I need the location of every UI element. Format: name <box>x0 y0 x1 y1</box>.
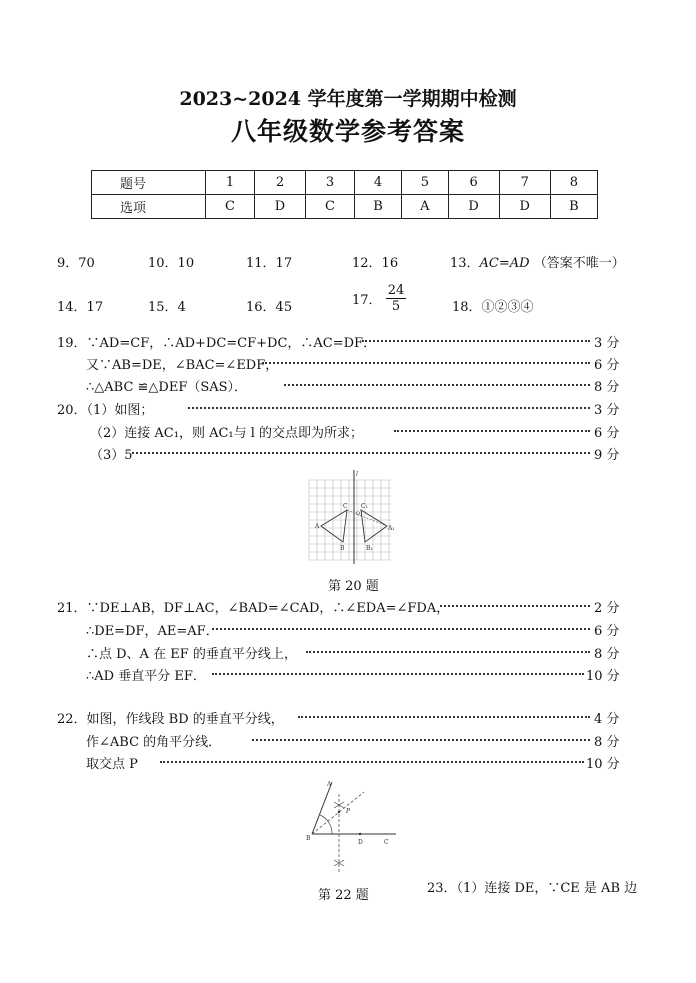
svg-text:C: C <box>343 503 348 510</box>
choice-answer-table <box>91 170 598 219</box>
svg-text:A₁: A₁ <box>388 525 395 532</box>
table-cell: 5 <box>402 171 448 195</box>
answer-q10: 10．10 <box>148 256 195 271</box>
answer-q13-note: （答案不唯一） <box>533 256 625 271</box>
q20-score-2: 6 分 <box>594 426 620 441</box>
svg-text:l: l <box>356 471 358 478</box>
q21-score-4: 10 分 <box>586 669 620 684</box>
leader-dots <box>306 651 590 653</box>
q19-score-3: 8 分 <box>594 380 620 395</box>
svg-text:C₁: C₁ <box>361 503 368 510</box>
fraction-numerator: 24 <box>387 283 405 298</box>
q21-line-4: ∴AD 垂直平分 EF． <box>86 669 206 684</box>
table-cell: 7 <box>499 171 550 195</box>
svg-text:A: A <box>327 781 332 788</box>
figure-22-caption: 第 22 题 <box>318 888 369 903</box>
q20-score-1: 3 分 <box>594 403 620 418</box>
q23-line-1: 23．（1）连接 DE，∵CE 是 AB 边 <box>427 881 638 896</box>
fraction-denominator: 5 <box>391 299 401 314</box>
answer-q16: 16．45 <box>246 300 293 315</box>
q21-line-2: ∴DE=DF，AE=AF． <box>86 624 219 639</box>
doc-subtitle: 八年级数学参考答案 <box>230 117 465 146</box>
table-cell: D <box>448 195 499 219</box>
leader-dots <box>362 340 590 342</box>
svg-text:Q: Q <box>356 511 361 517</box>
answer-q17 <box>352 283 406 314</box>
table-cell: D <box>254 195 305 219</box>
leader-dots <box>132 452 590 454</box>
svg-text:B: B <box>306 835 311 842</box>
table-cell: 6 <box>448 171 499 195</box>
svg-text:C: C <box>384 839 389 846</box>
q21-score-3: 8 分 <box>594 647 620 662</box>
q19-score-1: 3 分 <box>594 336 620 351</box>
leader-dots <box>262 362 590 364</box>
table-cell: 8 <box>550 171 597 195</box>
leader-dots <box>298 716 590 718</box>
table-cell: C <box>306 195 355 219</box>
table-row-numbers <box>92 171 598 195</box>
q19-line-3: ∴△ABC ≌△DEF（SAS）． <box>86 380 248 395</box>
table-cell: B <box>354 195 401 219</box>
svg-text:D: D <box>358 839 363 846</box>
q22-line-2: 作∠ABC 的角平分线． <box>86 735 222 750</box>
figure-22-construction <box>304 778 400 874</box>
table-cell: 4 <box>354 171 401 195</box>
answer-q14: 14．17 <box>57 300 104 315</box>
q22-line-1: 22．如图，作线段 BD 的垂直平分线， <box>57 712 284 727</box>
q20-line-1: 20．（1）如图； <box>57 403 154 418</box>
leader-dots <box>212 628 590 630</box>
q22-score-3: 10 分 <box>586 757 620 772</box>
fraction <box>386 283 407 314</box>
table-row-answers <box>92 195 598 219</box>
doc-title: 2023~2024 学年度第一学期期中检测 <box>179 88 517 110</box>
q21-line-3: ∴点 D、A 在 EF 的垂直平分线上， <box>86 647 297 662</box>
q21-score-2: 6 分 <box>594 624 620 639</box>
table-header-number: 题号 <box>92 171 206 195</box>
leader-dots <box>394 430 590 432</box>
leader-dots <box>284 384 590 386</box>
q19-line-1: 19．∵AD=CF，∴AD+DC=CF+DC，∴AC=DF． <box>57 336 377 351</box>
figure-20-grid <box>305 468 395 568</box>
leader-dots <box>160 761 584 763</box>
q22-line-3: 取交点 P <box>86 757 138 772</box>
q21-score-1: 2 分 <box>594 601 620 616</box>
answer-q13-value: AC=AD <box>479 256 530 271</box>
leader-dots <box>212 673 584 675</box>
q22-score-1: 4 分 <box>594 712 620 727</box>
svg-text:B: B <box>340 545 345 552</box>
q22-score-2: 8 分 <box>594 735 620 750</box>
answer-q12: 12．16 <box>352 256 399 271</box>
q20-line-2: （2）连接 AC₁，则 AC₁与 l 的交点即为所求； <box>90 426 364 441</box>
svg-text:A: A <box>315 523 320 530</box>
q20-score-3: 9 分 <box>594 448 620 463</box>
svg-text:B₁: B₁ <box>366 545 373 552</box>
figure-20-caption: 第 20 题 <box>328 579 379 594</box>
table-cell: C <box>206 195 255 219</box>
svg-text:P: P <box>346 808 351 815</box>
answer-q17-prefix: 17． <box>352 293 382 308</box>
leader-dots <box>252 739 590 741</box>
q19-score-2: 6 分 <box>594 358 620 373</box>
leader-dots <box>440 605 590 607</box>
answer-q11: 11．17 <box>246 256 293 271</box>
table-cell: 2 <box>254 171 305 195</box>
answer-q15: 15．4 <box>148 300 186 315</box>
table-cell: 1 <box>206 171 255 195</box>
answer-q13 <box>450 252 625 271</box>
answer-q13-prefix: 13． <box>450 256 480 271</box>
q20-line-3: （3）5 <box>90 448 133 463</box>
table-cell: D <box>499 195 550 219</box>
table-cell: A <box>402 195 448 219</box>
table-cell: B <box>550 195 597 219</box>
q21-line-1: 21．∵DE⊥AB，DF⊥AC，∠BAD=∠CAD，∴∠EDA=∠FDA， <box>57 601 450 616</box>
answer-q18: 18．①②③④ <box>452 300 534 315</box>
answer-q9: 9．70 <box>57 256 95 271</box>
leader-dots <box>188 407 590 409</box>
q19-line-2: 又∵AB=DE，∠BAC=∠EDF， <box>86 358 279 373</box>
table-header-option: 选项 <box>92 195 206 219</box>
table-cell: 3 <box>306 171 355 195</box>
